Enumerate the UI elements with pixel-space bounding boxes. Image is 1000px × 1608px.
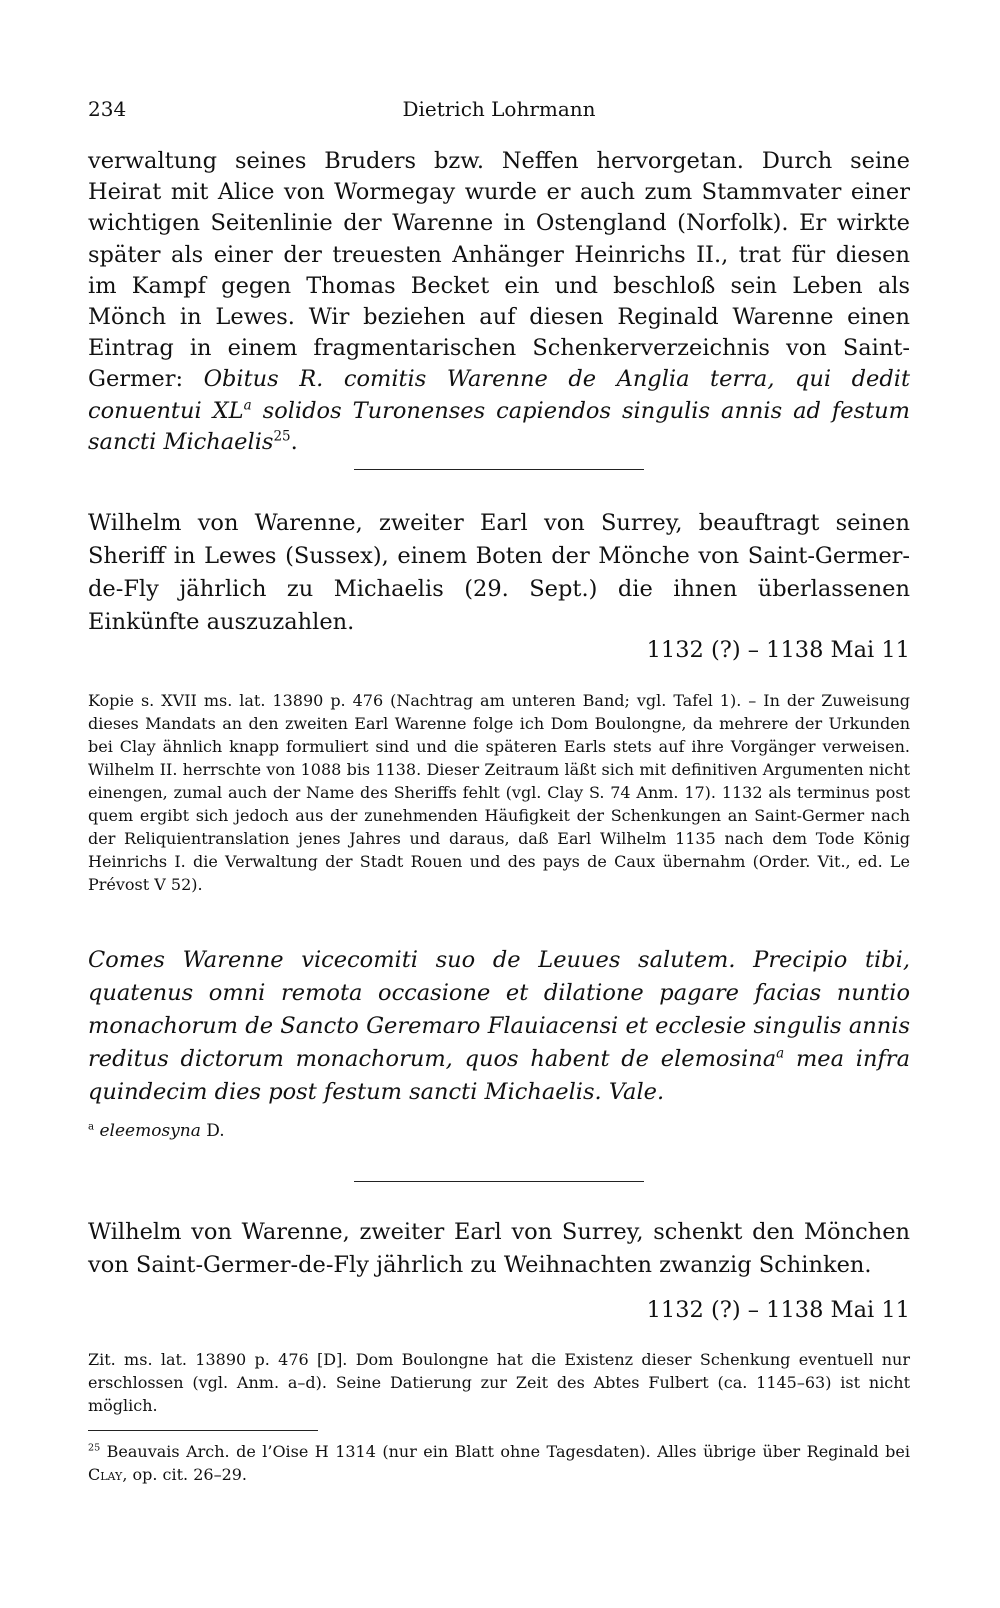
document-1-variant-note-block <box>88 1120 910 1143</box>
necrology-quote: Obitus R. comitis Warenne de Anglia terra, qui dedit conuentui $XL^a$ solidos Turonenses capiendos singulis annis ad festum sancti Michaelis <box>88 366 910 455</box>
document-1-commentary-block <box>88 689 910 896</box>
footnote-25: $^{25}$ Beauvais Arch. de l’Oise H 1314 (nur ein Blatt ohne Tagesdaten). Alles übrige über Reginald bei Clay, op. cit. 26–29. <box>88 1442 910 1484</box>
intro-text: verwaltung seines Bruders bzw. Neffen hervorgetan. Durch seine Heirat mit Alice von Wormegay wurde er auch zum Stammvater einer wichtigen Seitenlinie der Warenne in Ostengland (Norfolk). Er wirkte später als einer der treuesten Anhänger Heinrichs II., trat für diesen im Kampf gegen Thomas Becket ein und beschloß sein Leben als Mönch in Lewes. Wir beziehen auf diesen Reginald Warenne einen Eintrag in einem fragmentarischen Schenkerverzeichnis von Saint-Germer: <box>88 148 910 393</box>
page-header <box>88 97 910 127</box>
document-1-summary: Wilhelm von Warenne, zweiter Earl von Surrey, beauftragt seinen Sheriff in Lewes (Sussex), einem Boten der Mönche von Saint-Germer-de-Fly jährlich zu Michaelis (29. Sept.) die ihnen überlassenen Einkünfte auszuzahlen. <box>88 510 910 635</box>
footnote-block <box>88 1440 910 1486</box>
document-2-summary-block <box>88 1216 910 1282</box>
document-1-date: 1132 (?) – 1138 Mai 11 <box>646 637 910 663</box>
document-2-commentary: Zit. ms. lat. 13890 p. 476 [D]. Dom Boulongne hat die Existenz dieser Schenkung eventuell nur erschlossen (vgl. Anm. a–d). Seine Datierung zur Zeit des Abtes Fulbert (ca. 1145–63) ist nicht möglich. <box>88 1350 910 1415</box>
section-divider <box>354 469 644 470</box>
document-1-latin-block <box>88 944 910 1109</box>
footnote-reference: 25 <box>273 428 291 445</box>
document-2-summary: Wilhelm von Warenne, zweiter Earl von Surrey, schenkt den Mönchen von Saint-Germer-de-Fly jährlich zu Weihnachten zwanzig Schinken. <box>88 1219 910 1278</box>
footnote-number: 25 <box>88 1442 101 1454</box>
document-1-variant-note: $^a$ eleemosyna D. <box>88 1121 225 1141</box>
document-2-commentary-block <box>88 1348 910 1417</box>
intro-paragraph: verwaltung seines Bruders bzw. Neffen hervorgetan. Durch seine Heirat mit Alice von Wormegay wurde er auch zum Stammvater einer wichtigen Seitenlinie der Warenne in Ostengland (Norfolk). Er wirkte später als einer der treuesten Anhänger Heinrichs II., trat für diesen im Kampf gegen Thomas Becket ein und beschloß sein Leben als Mönch in Lewes. Wir beziehen auf diesen Reginald Warenne einen Eintrag in einem fragmentarischen Schenkerverzeichnis von Saint-Germer: Obitus R. comitis Warenne de Anglia terra, qui dedit conuentui $XL^a$ solidos Turonenses capiendos singulis annis ad festum sancti Michaelis$^{25}$. <box>88 148 910 455</box>
intro-paragraph-block <box>88 146 910 458</box>
document-1-commentary: Kopie s. XVII ms. lat. 13890 p. 476 (Nachtrag am unteren Band; vgl. Tafel 1). – In der Zuweisung dieses Mandats an den zweiten Earl Warenne folge ich Dom Boulongne, da mehrere der Urkunden bei Clay ähnlich knapp formuliert sind und die späteren Earls stets auf ihre Vorgänger verweisen. Wilhelm II. herrschte von 1088 bis 1138. Dieser Zeitraum läßt sich mit definitiven Argumenten nicht einengen, zumal auch der Name des Sheriffs fehlt (vgl. Clay S. 74 Anm. 17). 1132 als terminus post quem ergibt sich jedoch aus der zunehmenden Häufigkeit der Schenkungen an Saint-Germer nach der Reliquientranslation jenes Jahres und daraus, daß Earl Wilhelm 1135 nach dem Tode König Heinrichs I. die Verwaltung der Stadt Rouen und des pays de Caux übernahm (Order. Vit., ed. Le Prévost V 52). <box>88 691 910 894</box>
author-name: Clay <box>88 1465 123 1484</box>
document-2-date: 1132 (?) – 1138 Mai 11 <box>646 1297 910 1323</box>
variant-marker: a <box>776 1045 785 1062</box>
document-1-latin-text: Comes Warenne vicecomiti suo de Leuues salutem. Precipio tibi, quatenus omni remota occasione et dilatione pagare facias nuntio monachorum de Sancto Geremaro Flauiacensi et ecclesie singulis annis reditus dictorum monachorum, quos habent de elemosina$^a$ mea infra quindecim dies post festum sancti Michaelis. Vale. <box>88 947 910 1105</box>
footnote-rule <box>88 1430 318 1431</box>
document-1-summary-block <box>88 507 910 639</box>
page-number: 234 <box>88 97 127 121</box>
variant-marker: a <box>243 397 252 414</box>
running-title: Dietrich Lohrmann <box>402 97 596 121</box>
section-divider <box>354 1181 644 1182</box>
